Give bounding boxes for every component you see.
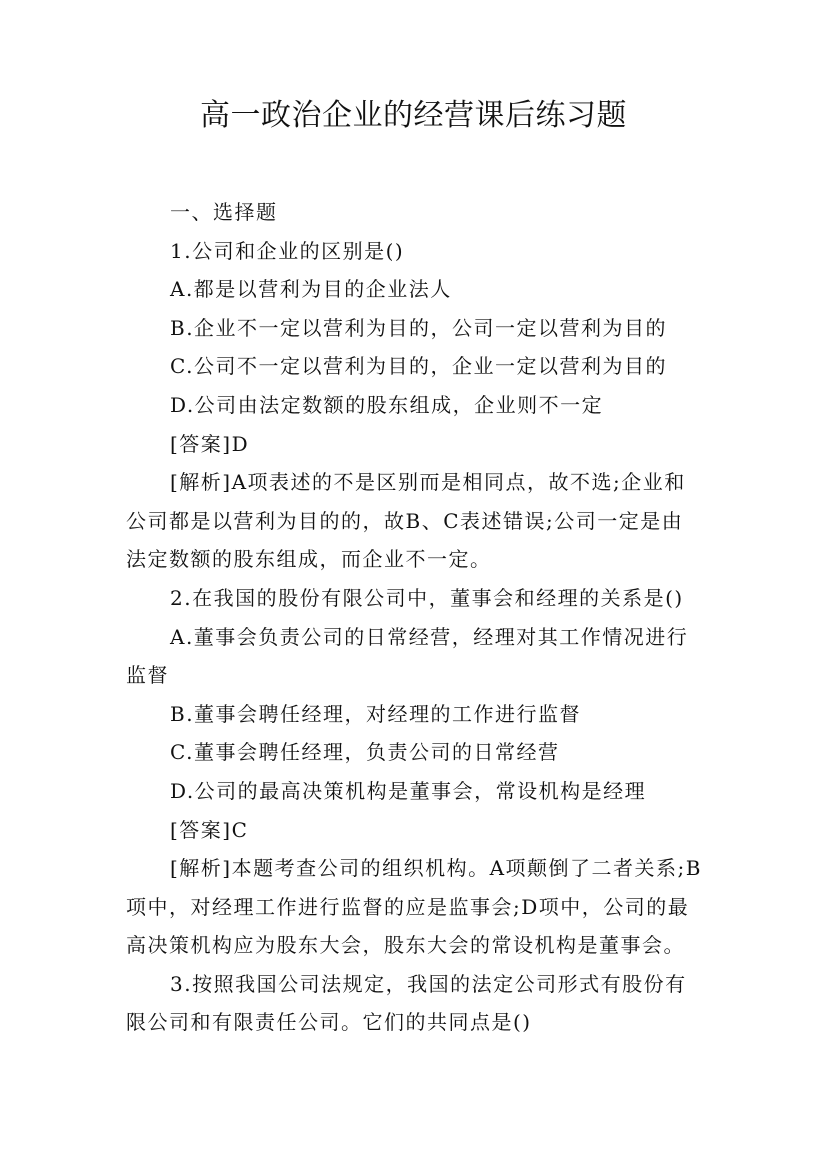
- question-1-option-d: D.公司由法定数额的股东组成，企业则不一定: [170, 392, 604, 417]
- question-1-answer: [答案]D: [170, 431, 250, 456]
- question-1-option-a: A.都是以营利为目的企业法人: [170, 277, 452, 302]
- question-1: 1.公司和企业的区别是(): [170, 238, 405, 263]
- question-1-option-c: C.公司不一定以营利为目的，企业一定以营利为目的: [170, 354, 667, 379]
- question-2-analysis-line: [解析]本题考查公司的组织机构。A项颠倒了二者关系;B: [170, 856, 702, 881]
- question-2-option-a-cont: 监督: [126, 663, 169, 688]
- question-3: 3.按照我国公司法规定，我国的法定公司形式有股份有: [170, 971, 687, 996]
- document-title: 高一政治企业的经营课后练习题: [200, 98, 627, 133]
- question-2-answer: [答案]C: [170, 817, 249, 842]
- question-2-option-a: A.董事会负责公司的日常经营，经理对其工作情况进行: [170, 624, 689, 649]
- question-2-option-d: D.公司的最高决策机构是董事会，常设机构是经理: [170, 778, 647, 803]
- question-1-option-b: B.企业不一定以营利为目的，公司一定以营利为目的: [170, 315, 668, 340]
- question-2: 2.在我国的股份有限公司中，董事会和经理的关系是(): [170, 585, 684, 610]
- question-1-analysis-line: [解析]A项表述的不是区别而是相同点，故不选;企业和: [170, 470, 686, 495]
- document-body: [126, 193, 716, 1042]
- question-1-analysis-line: 法定数额的股东组成，而企业不一定。: [126, 547, 492, 572]
- question-2-option-c: C.董事会聘任经理，负责公司的日常经营: [170, 740, 560, 765]
- question-1-analysis-line: 公司都是以营利为目的的，故B、C表述错误;公司一定是由: [126, 508, 684, 533]
- question-3-cont: 限公司和有限责任公司。它们的共同点是(): [126, 1010, 532, 1035]
- question-2-option-b: B.董事会聘任经理，对经理的工作进行监督: [170, 701, 582, 726]
- question-2-analysis-line: 高决策机构应为股东大会，股东大会的常设机构是董事会。: [126, 933, 685, 958]
- question-2-analysis-line: 项中，对经理工作进行监督的应是监事会;D项中，公司的最: [126, 894, 690, 919]
- section-heading: 一、选择题: [170, 200, 278, 224]
